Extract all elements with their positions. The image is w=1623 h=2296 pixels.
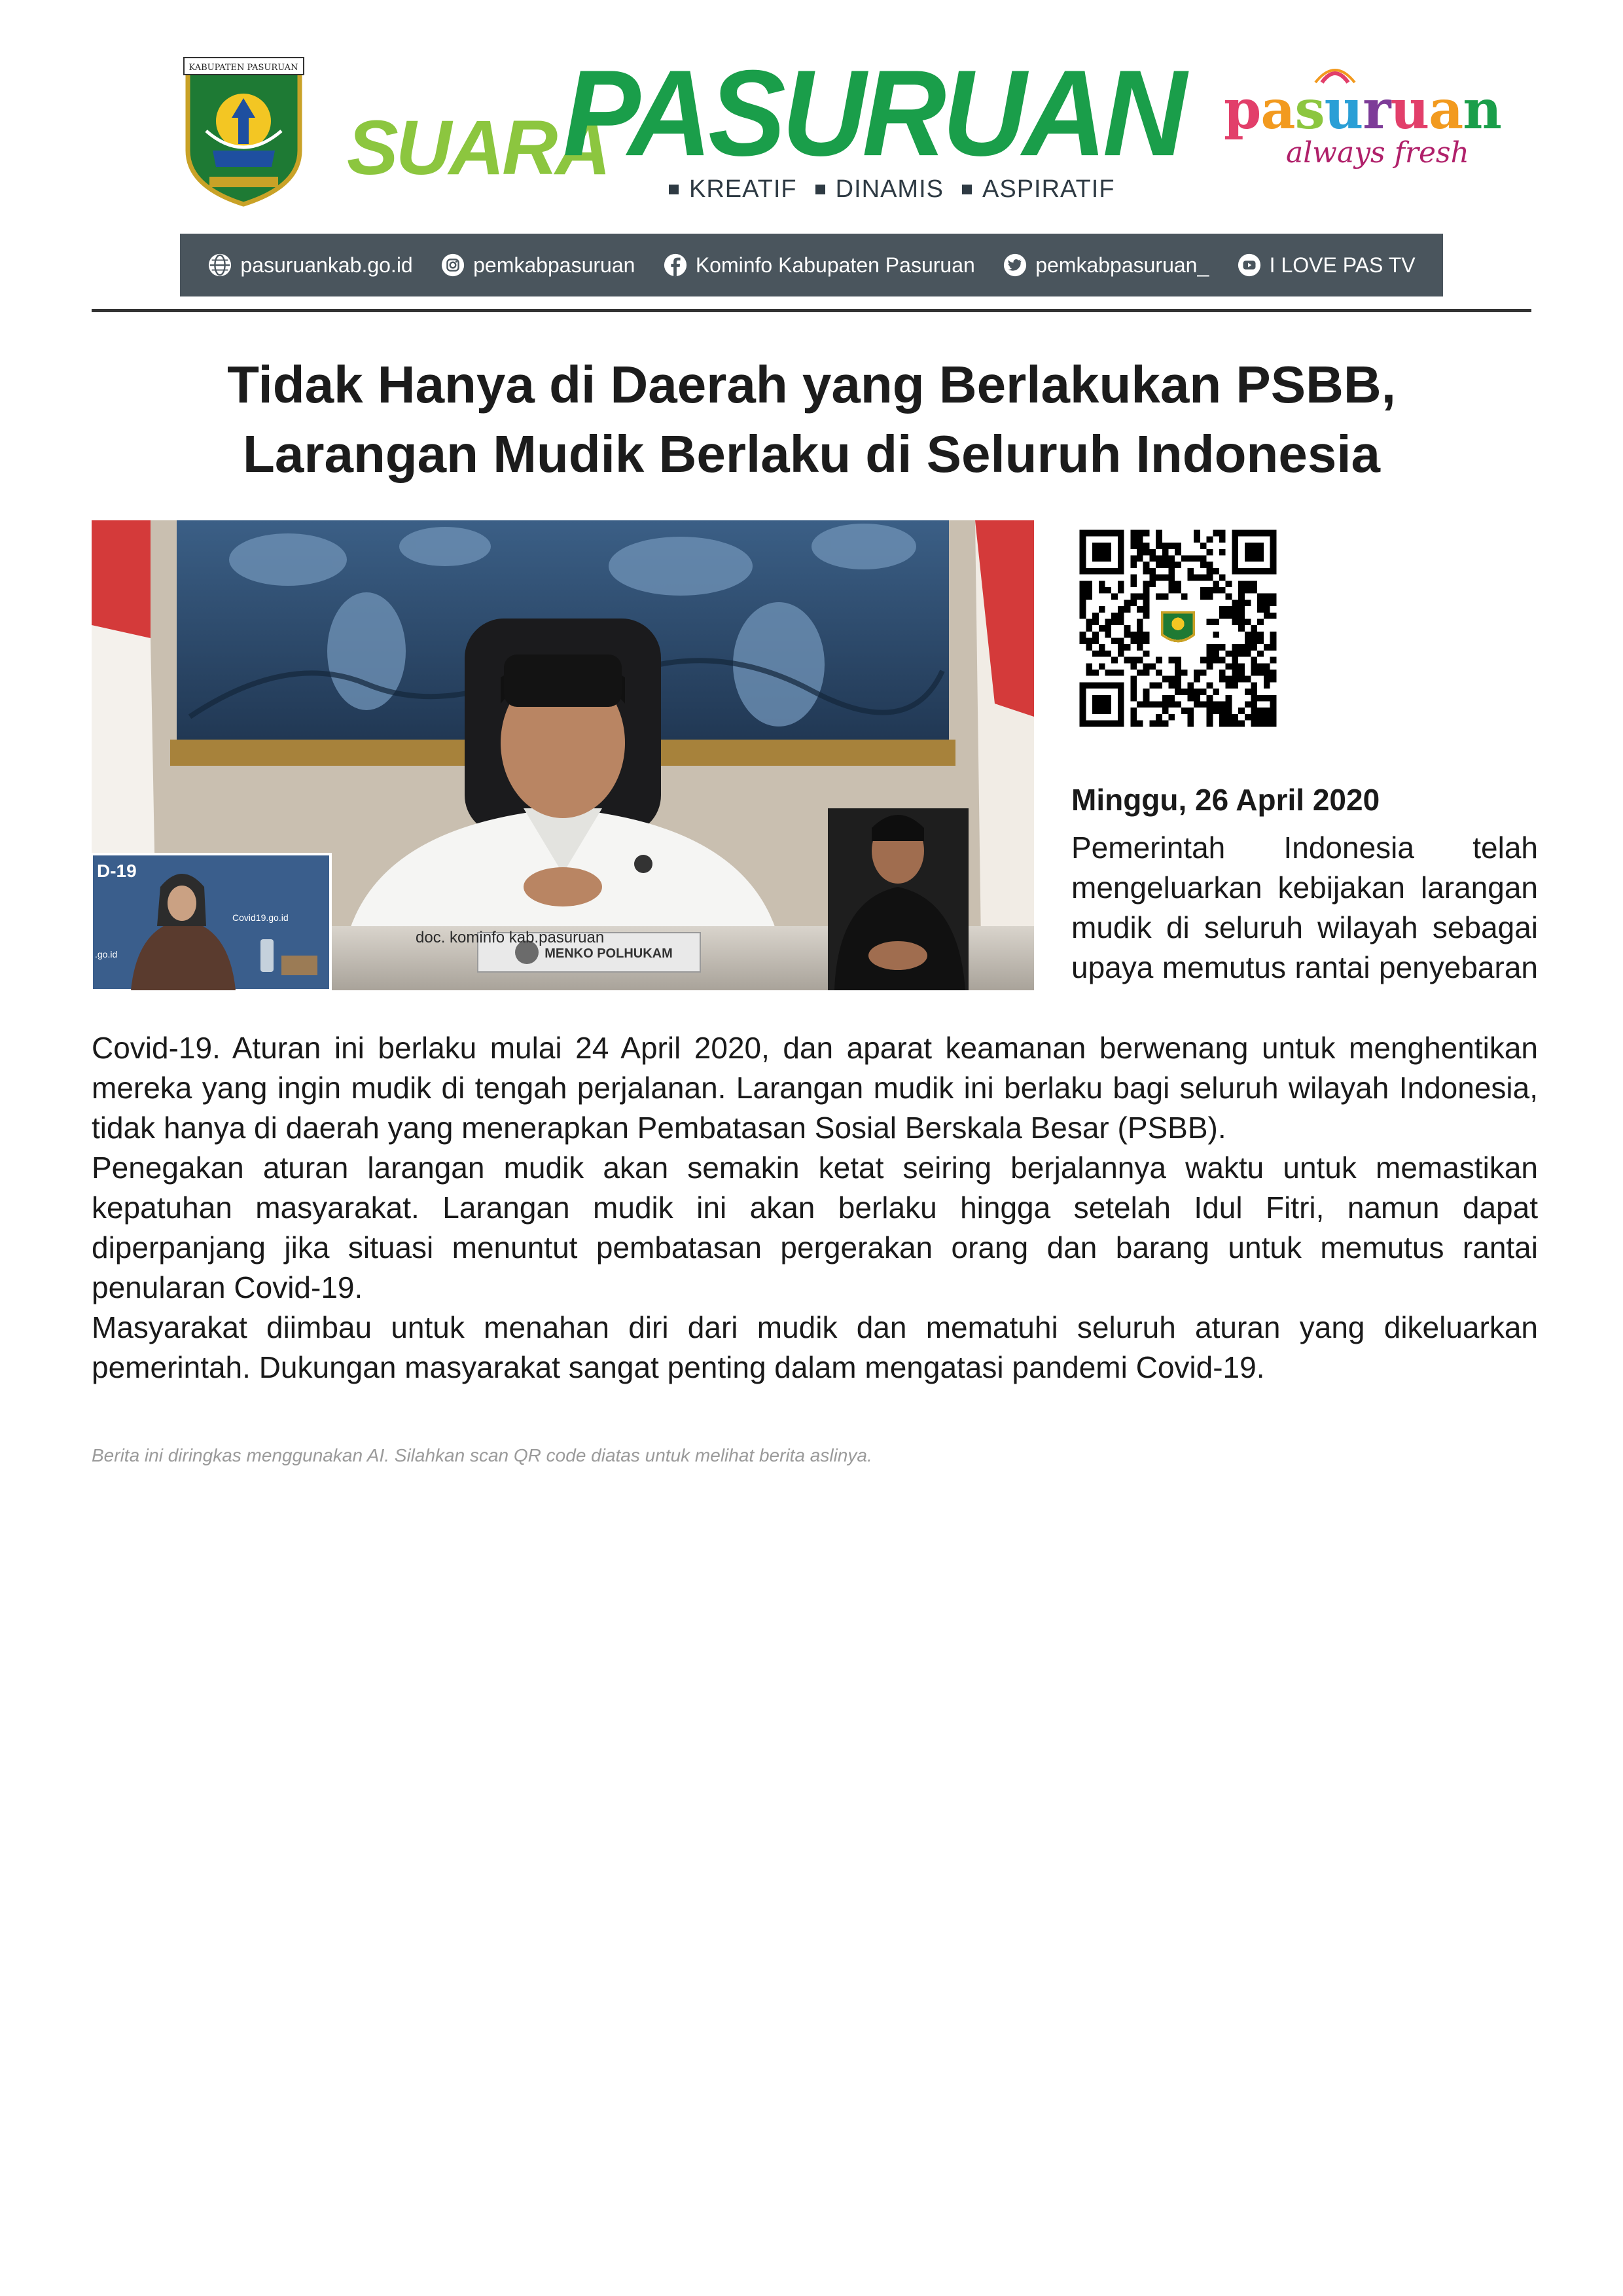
article-title — [92, 350, 1531, 489]
globe-icon — [207, 253, 232, 278]
twitter-icon — [1003, 253, 1027, 278]
header-divider — [92, 309, 1531, 312]
article-photo — [92, 520, 1034, 990]
nameplate-text: MENKO POLHUKAM — [544, 946, 673, 961]
article-date: Minggu, 26 April 2020 — [1071, 783, 1380, 817]
title-line-2: Larangan Mudik Berlaku di Seluruh Indonesia — [242, 425, 1381, 483]
svg-text:KABUPATEN PASURUAN: KABUPATEN PASURUAN — [188, 63, 298, 73]
inset-url: Covid19.go.id — [232, 912, 289, 923]
title-line-1: Tidak Hanya di Daerah yang Berlakukan PSBB, — [227, 355, 1396, 414]
social-instagram[interactable]: pemkabpasuruan — [440, 253, 635, 278]
social-twitter[interactable]: pemkabpasuruan_ — [1003, 253, 1209, 278]
tagline-item: KREATIF — [669, 175, 797, 204]
social-website[interactable]: pasuruankab.go.id — [207, 253, 412, 278]
instagram-icon — [440, 253, 465, 278]
tourism-slogan: always fresh — [1286, 136, 1469, 170]
article-paragraph-1-continued: Covid-19. Aturan ini berlaku mulai 24 April 2020, dan aparat keamanan berwenang untuk menghentikan mereka yang ingin mudik di tengah perjalanan. Larangan mudik ini berlaku bagi seluruh wilayah Indonesia, tidak hanya di daerah yang menerapkan Pembatasan Sosial Berskala Besar (PSBB). — [92, 1031, 1538, 1145]
qr-code[interactable] — [1073, 524, 1283, 733]
article-paragraph-3: Masyarakat diimbau untuk menahan diri dari mudik dan mematuhi seluruh aturan yang dikeluarkan pemerintah. Dukungan masyarakat sangat penting dalam mengatasi pandemi Covid-19. — [92, 1310, 1538, 1384]
article-paragraph-2: Penegakan aturan larangan mudik akan semakin ketat seiring berjalannya waktu untuk memastikan kepatuhan masyarakat. Larangan mudik ini akan berlaku hingga setelah Idul Fitri, namun dapat diperpanjang jika situasi menuntut pembatasan pergerakan orang dan barang untuk memutus rantai penularan Covid-19. — [92, 1151, 1538, 1304]
social-youtube[interactable]: I LOVE PAS TV — [1237, 253, 1416, 278]
brand-prefix: SUARA — [347, 105, 609, 191]
ai-summary-footnote: Berita ini diringkas menggunakan AI. Silahkan scan QR code diatas untuk melihat berita aslinya. — [92, 1445, 872, 1465]
facebook-icon — [663, 253, 688, 278]
tagline-item: DINAMIS — [815, 175, 944, 204]
tagline-item: ASPIRATIF — [962, 175, 1115, 204]
photo-credit: doc. kominfo kab.pasuruan — [416, 929, 605, 946]
kabupaten-pasuruan-crest — [180, 52, 308, 209]
social-facebook[interactable]: Kominfo Kabupaten Pasuruan — [663, 253, 975, 278]
pasuruan-always-fresh-logo — [1224, 72, 1501, 177]
tourism-wordmark: pasuruan — [1224, 79, 1501, 141]
article-body — [92, 1028, 1538, 1388]
inset-label: D-19 — [97, 861, 137, 881]
inset-url-partial: .go.id — [95, 949, 118, 960]
article-paragraph-1-side: Pemerintah Indonesia telah mengeluarkan kebijakan larangan mudik di seluruh wilayah sebagai upaya memutus rantai penyebaran — [1071, 831, 1538, 984]
brand-name: PASURUAN — [563, 45, 1183, 181]
youtube-icon — [1237, 253, 1262, 278]
social-links-bar — [180, 234, 1443, 296]
tagline — [669, 175, 1115, 204]
